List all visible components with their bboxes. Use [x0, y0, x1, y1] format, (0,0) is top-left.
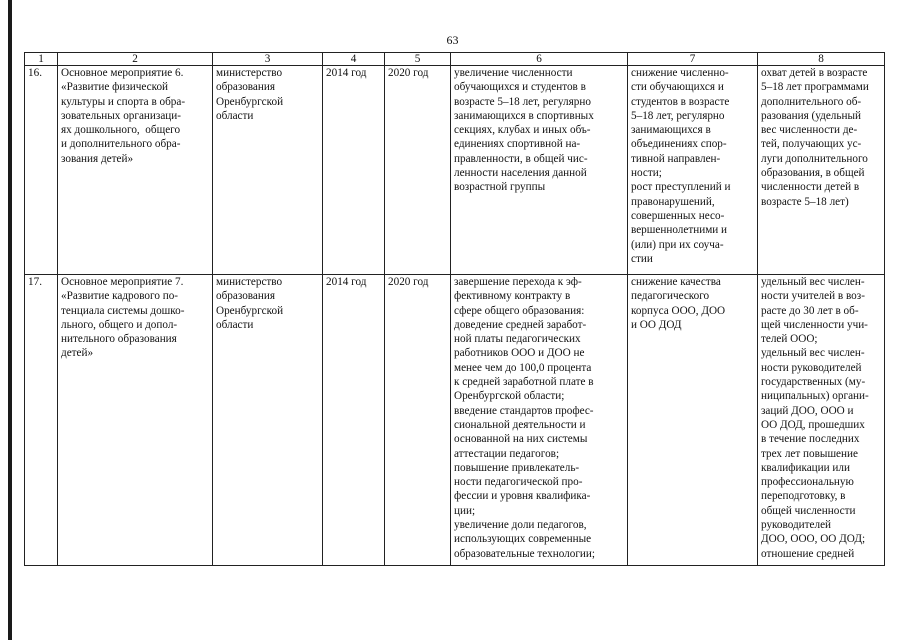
- start-year: 2014 год: [323, 275, 385, 566]
- expected-result: увеличение численности обучающихся и студентов в возрасте 5–18 лет, регулярно занимающихся в спортивных секциях, клубах и иных объ- единениях спортивной на- правленности, в общей чис- ленности населения данной возрастной группы: [451, 66, 628, 275]
- column-header: 2: [58, 53, 213, 66]
- end-year: 2020 год: [385, 275, 451, 566]
- measure-name: Основное мероприятие 7. «Развитие кадрового по- тенциала системы дошко- льного, общего и допол- нительного образования детей»: [58, 275, 213, 566]
- column-header: 1: [25, 53, 58, 66]
- measures-table: [24, 52, 885, 566]
- column-number-row: [25, 53, 885, 66]
- column-header: 4: [323, 53, 385, 66]
- executor: министерство образования Оренбургской области: [213, 275, 323, 566]
- non-implementation-consequences: снижение численно- сти обучающихся и студентов в возрасте 5–18 лет, регулярно занимающихся в объединениях спор- тивной направлен- ности; рост преступлений и правонарушений, совершенных несо- вершеннолетними и (или) при их соуча- стии: [628, 66, 758, 275]
- column-header: 6: [451, 53, 628, 66]
- row-number: 16.: [25, 66, 58, 275]
- measure-name: Основное мероприятие 6. «Развитие физической культуры и спорта в обра- зовательных организаци- ях дошкольного, общего и дополнительного обра- зования детей»: [58, 66, 213, 275]
- column-header: 7: [628, 53, 758, 66]
- executor: министерство образования Оренбургской области: [213, 66, 323, 275]
- expected-result: завершение перехода к эф- фективному контракту в сфере общего образования: доведение средней заработ- ной платы педагогических работников ООО и ДОО не менее чем до 100,0 процента к средней заработной плате в Оренбургской области; введение стандартов профес- сиональной деятельности и основанной на них системы аттестации педагогов; повышение привлекатель- ности педагогической про- фессии и уровня квалифика- ции; увеличение доли педагогов, использующих современные образовательные технологии;: [451, 275, 628, 566]
- related-indicators: охват детей в возрасте 5–18 лет программами дополнительного об- разования (удельный вес численности де- тей, получающих ус- луги дополнительного образования, в общей численности детей в возрасте 5–18 лет): [758, 66, 885, 275]
- end-year: 2020 год: [385, 66, 451, 275]
- column-header: 5: [385, 53, 451, 66]
- row-number: 17.: [25, 275, 58, 566]
- non-implementation-consequences: снижение качества педагогического корпуса ООО, ДОО и ОО ДОД: [628, 275, 758, 566]
- column-header: 8: [758, 53, 885, 66]
- page-number: 63: [446, 33, 459, 47]
- column-header: 3: [213, 53, 323, 66]
- table-row: [25, 66, 885, 275]
- binding-edge: [8, 0, 12, 640]
- related-indicators: удельный вес числен- ности учителей в воз- расте до 30 лет в об- щей численности учи- телей ООО; удельный вес числен- ности руководителей государственных (му- ниципальных) органи- заций ДОО, ООО и ОО ДОД, прошедших в течение последних трех лет повышение квалификации или профессиональную переподготовку, в общей численности руководителей ДОО, ООО, ОО ДОД; отношение средней: [758, 275, 885, 566]
- start-year: 2014 год: [323, 66, 385, 275]
- table-row: [25, 275, 885, 566]
